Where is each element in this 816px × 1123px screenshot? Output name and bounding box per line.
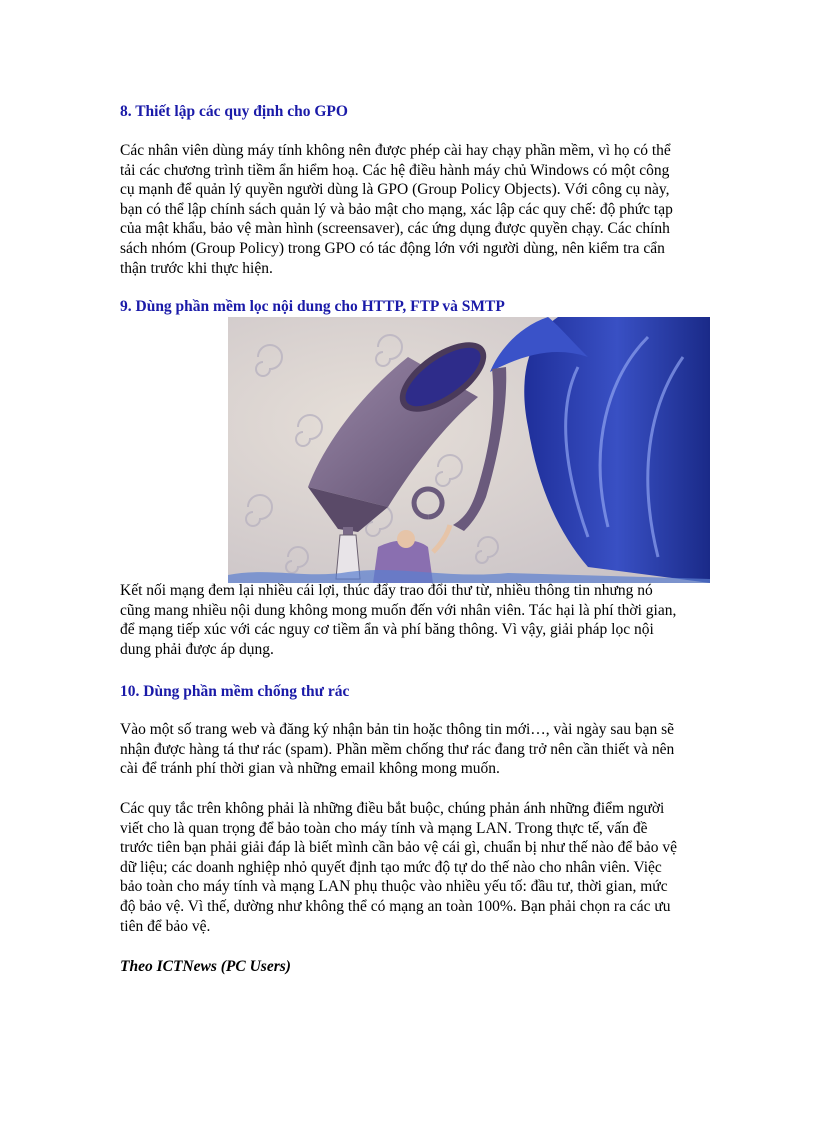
paragraph-line: nhận được hàng tá thư rác (spam). Phần mềm chống thư rác đang trở nên cần thiết và nên <box>120 740 675 758</box>
section-8-heading: 8. Thiết lập các quy định cho GPO <box>120 103 348 120</box>
paragraph-line: bảo toàn cho máy tính và mạng LAN phụ thuộc vào nhiều yếu tố: đầu tư, thời gian, mức <box>120 878 668 896</box>
conclusion-paragraph <box>120 799 698 936</box>
paragraph-line: dung phải được áp dụng. <box>120 640 274 658</box>
funnel-wave-illustration <box>228 317 710 583</box>
paragraph-line: của mật khẩu, bảo vệ màn hình (screensaver), các ứng dụng được quyền chạy. Các chính <box>120 220 670 238</box>
paragraph-line: Các nhân viên dùng máy tính không nên được phép cài hay chạy phần mềm, vì họ có thể <box>120 142 671 159</box>
section-10-heading: 10. Dùng phần mềm chống thư rác <box>120 683 350 700</box>
section-8-paragraph <box>120 141 698 278</box>
paragraph-line: độ bảo vệ. Vì thế, dường như không thể có mạng an toàn 100%. Bạn phải chọn ra các ưu <box>120 897 671 915</box>
paragraph-line: Kết nối mạng đem lại nhiều cái lợi, thúc đẩy trao đổi thư từ, nhiều thông tin nhưng nó <box>120 582 653 599</box>
paragraph-line: viết cho là quan trọng để bảo toàn cho máy tính và mạng LAN. Trong thực tế, vấn đề <box>120 819 648 837</box>
paragraph-line: sách nhóm (Group Policy) trong GPO có tác động lớn với người dùng, nên kiểm tra cẩn <box>120 239 665 257</box>
paragraph-line: Vào một số trang web và đăng ký nhận bản tin hoặc thông tin mới…, vài ngày sau bạn sẽ <box>120 721 675 738</box>
paragraph-line: cụ mạnh để quản lý quyền người dùng là GPO (Group Policy Objects). Với công cụ này, <box>120 181 670 199</box>
paragraph-line: để mạng tiếp xúc với các nguy cơ tiềm ẩn và phí băng thông. Vì vậy, giải pháp lọc nội <box>120 621 654 639</box>
source-credit: Theo ICTNews (PC Users) <box>120 958 291 975</box>
paragraph-line: dữ liệu; các doanh nghiệp nhỏ quyết định tạo mức độ tự do thế nào cho nhân viên. Việc <box>120 858 662 876</box>
paragraph-line: trước tiên bạn phải giải đáp là biết mình cần bảo vệ cái gì, chuẩn bị như thế nào để bảo vệ <box>120 839 677 857</box>
paragraph-line: cũng mang nhiều nội dung không mong muốn đến với nhân viên. Tác hại là phí thời gian, <box>120 601 677 619</box>
section-9-heading: 9. Dùng phần mềm lọc nội dung cho HTTP, FTP và SMTP <box>120 298 505 315</box>
paragraph-line: bạn có thể lập chính sách quản lý và bảo mật cho mạng, xác lập các quy chế: độ phức tạp <box>120 200 673 218</box>
paragraph-line: Các quy tắc trên không phải là những điều bắt buộc, chúng phản ánh những điểm người <box>120 800 665 817</box>
paragraph-line: tiên để bảo vệ. <box>120 917 211 935</box>
section-9-paragraph <box>120 581 698 659</box>
paragraph-line: tải các chương trình tiềm ẩn hiểm hoạ. Các hệ điều hành máy chủ Windows có một công <box>120 161 670 179</box>
paragraph-line: thận trước khi thực hiện. <box>120 259 273 277</box>
paragraph-line: cài để tránh phí thời gian và những email không mong muốn. <box>120 760 500 778</box>
section-10-paragraph <box>120 720 698 779</box>
